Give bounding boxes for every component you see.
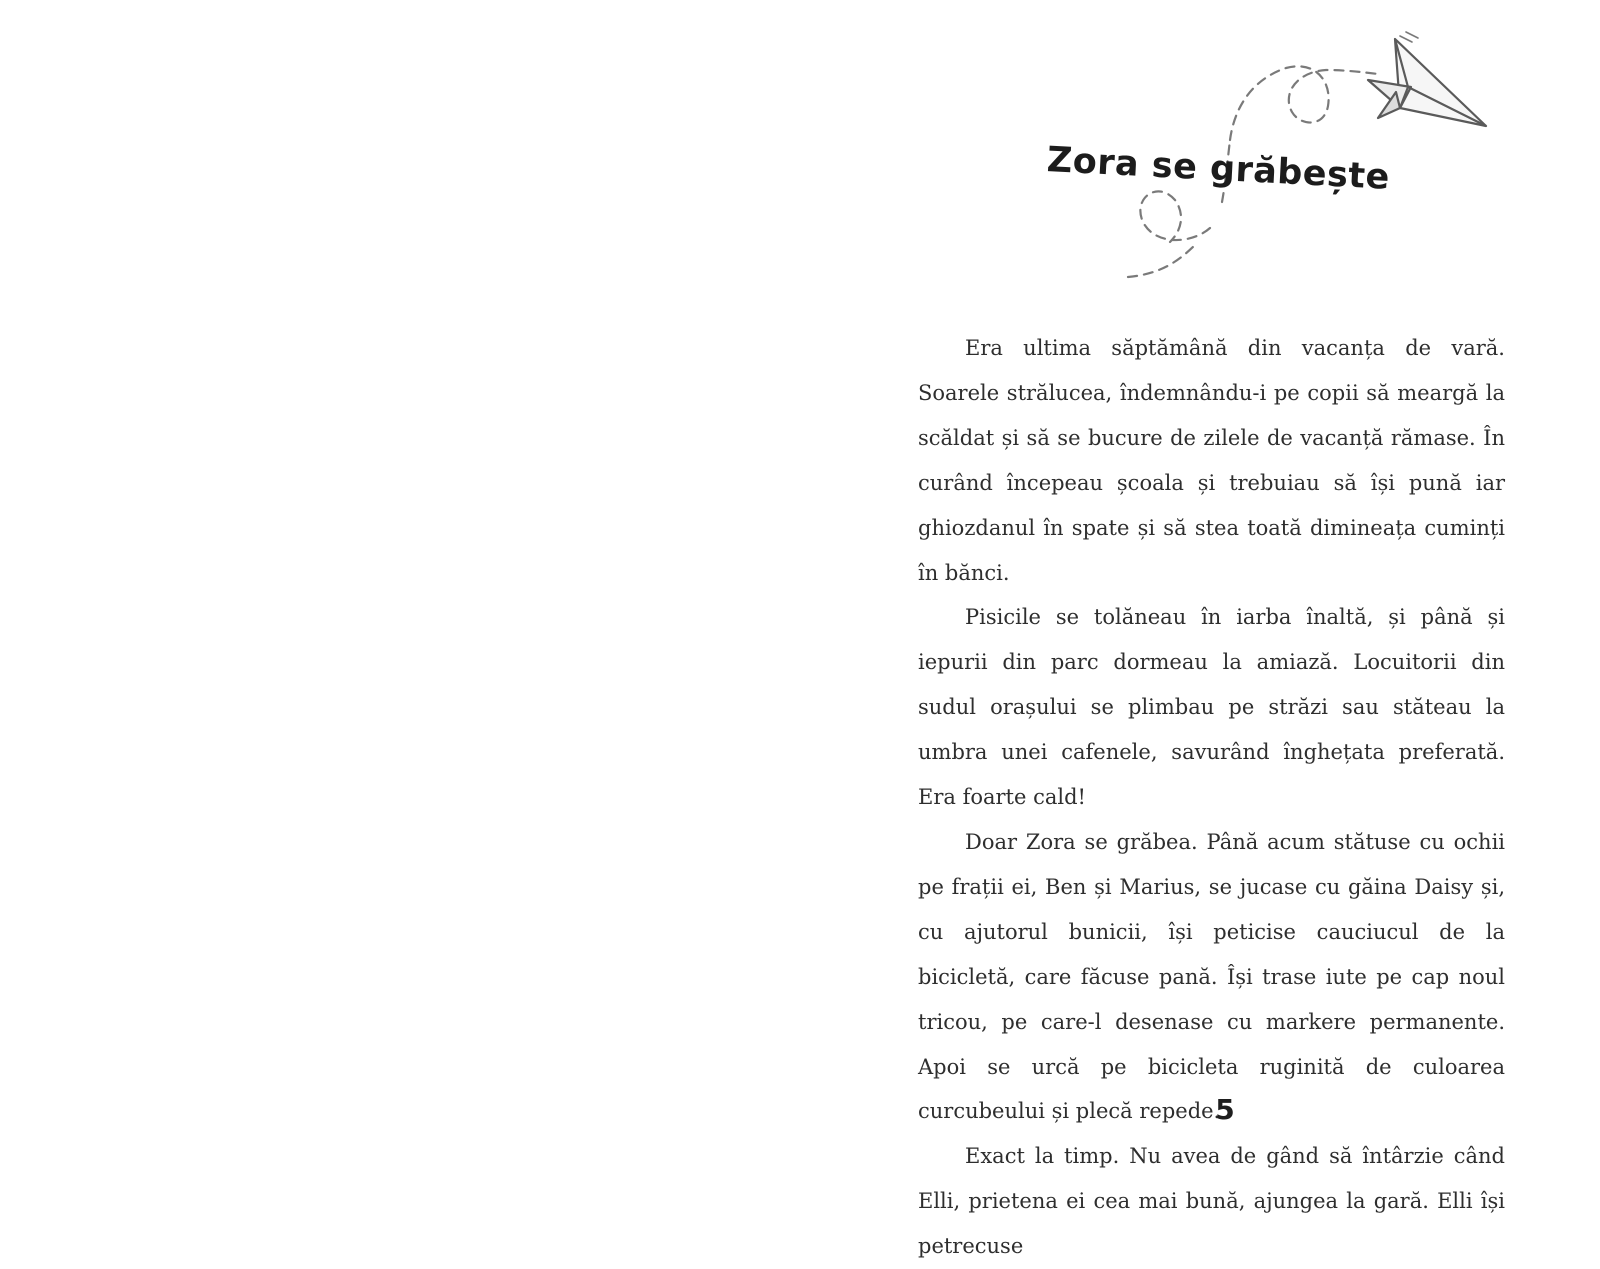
page-number: 5 — [1215, 1093, 1235, 1126]
paragraph: Doar Zora se grăbea. Până acum stătuse cu ochii pe frații ei, Ben și Marius, se jucase cu găina Daisy și, cu ajutorul bunicii, își peticise cauciucul de la bicicletă, care făcuse pană. Își trase iute pe cap noul tricou, pe care-l desenase cu markere permanente. Apoi se urcă pe bicicleta ruginită de culoarea curcubeului și plecă repede. — [918, 829, 1505, 1124]
chapter-body — [918, 326, 1505, 1269]
paragraph: Era ultima săptămână din vacanța de vară. Soarele strălucea, îndemnându-i pe copii să meargă la scăldat și să se bucure de zilele de vacanță rămase. În curând începeau școala și trebuiau să își pună iar ghiozdanul în spate și să stea toată dimineața cuminți în bănci. — [918, 336, 1505, 585]
left-page-blank — [0, 0, 800, 1200]
motion-lines — [1400, 32, 1418, 42]
paragraph: Exact la timp. Nu avea de gând să întârzie când Elli, prietena ei cea mai bună, ajungea la gară. Elli își petrecuse — [918, 1144, 1505, 1259]
paper-airplane-icon — [1368, 39, 1486, 126]
chapter-title: Zora se grăbește — [1045, 140, 1391, 198]
paragraph: Pisicile se tolăneau în iarba înaltă, și până și iepurii din parc dormeau la amiază. Locuitorii din sudul orașului se plimbau pe străzi sau stăteau la umbra unei cafenele, savurând înghețata preferată. Era foarte cald! — [918, 605, 1505, 810]
